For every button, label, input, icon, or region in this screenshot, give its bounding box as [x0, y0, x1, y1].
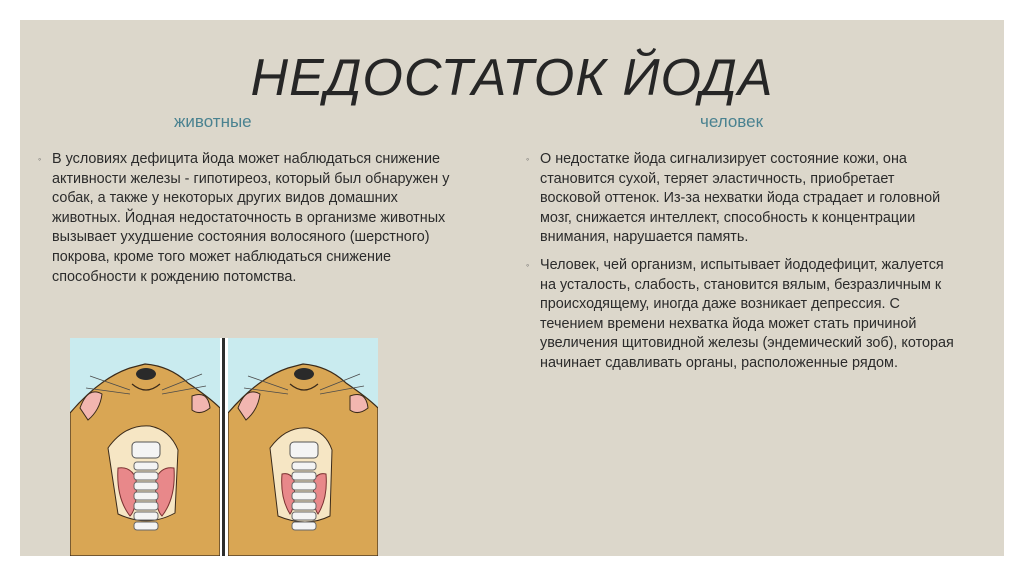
bullet-icon: ◦	[526, 259, 530, 270]
list-item	[526, 150, 956, 248]
slide	[20, 20, 1004, 556]
list-item-text: В условиях дефицита йода может наблюдаться снижение активности железы - гипотиреоз, который был обнаружен у собак, а также у некоторых других видов домашних животных. Йодная недостаточность в организме животных вызывает ухудшение состояния волосяного (шерстного) покрова, кроме того может наблюдаться снижение способности к рождению потомства.	[52, 151, 450, 285]
animals-list	[38, 150, 458, 295]
cat-thyroid-illustration	[70, 338, 380, 556]
list-item-text: Человек, чей организм, испытывает йододефицит, жалуется на усталость, слабость, становится вялым, безразличным к происходящему, иногда даже возникает депрессия. С течением времени нехватка йода может стать причиной увеличения щитовидной железы (эндемический зоб), которая начинает сдавливать органы, расположенные рядом.	[540, 256, 954, 371]
cat-drawing	[228, 338, 378, 556]
panel-divider	[220, 338, 228, 556]
cat-panel-before	[70, 338, 220, 556]
human-list	[526, 150, 956, 382]
list-item	[38, 150, 458, 287]
cat-drawing	[70, 338, 220, 556]
list-item-text: О недостатке йода сигнализирует состояние кожи, она становится сухой, теряет эластичность, приобретает восковой оттенок. Из-за нехватки йода страдает и головной мозг, снижается интеллект, способность к концентрации внимания, нарушается память.	[540, 151, 941, 246]
human-heading: человек	[700, 112, 764, 131]
cat-panel-after	[228, 338, 378, 556]
list-item	[526, 256, 956, 374]
bullet-icon: ◦	[526, 154, 530, 164]
animals-heading: животные	[174, 112, 252, 131]
slide-title: НЕДОСТАТОК ЙОДА	[250, 49, 774, 107]
bullet-icon: ◦	[38, 154, 42, 164]
